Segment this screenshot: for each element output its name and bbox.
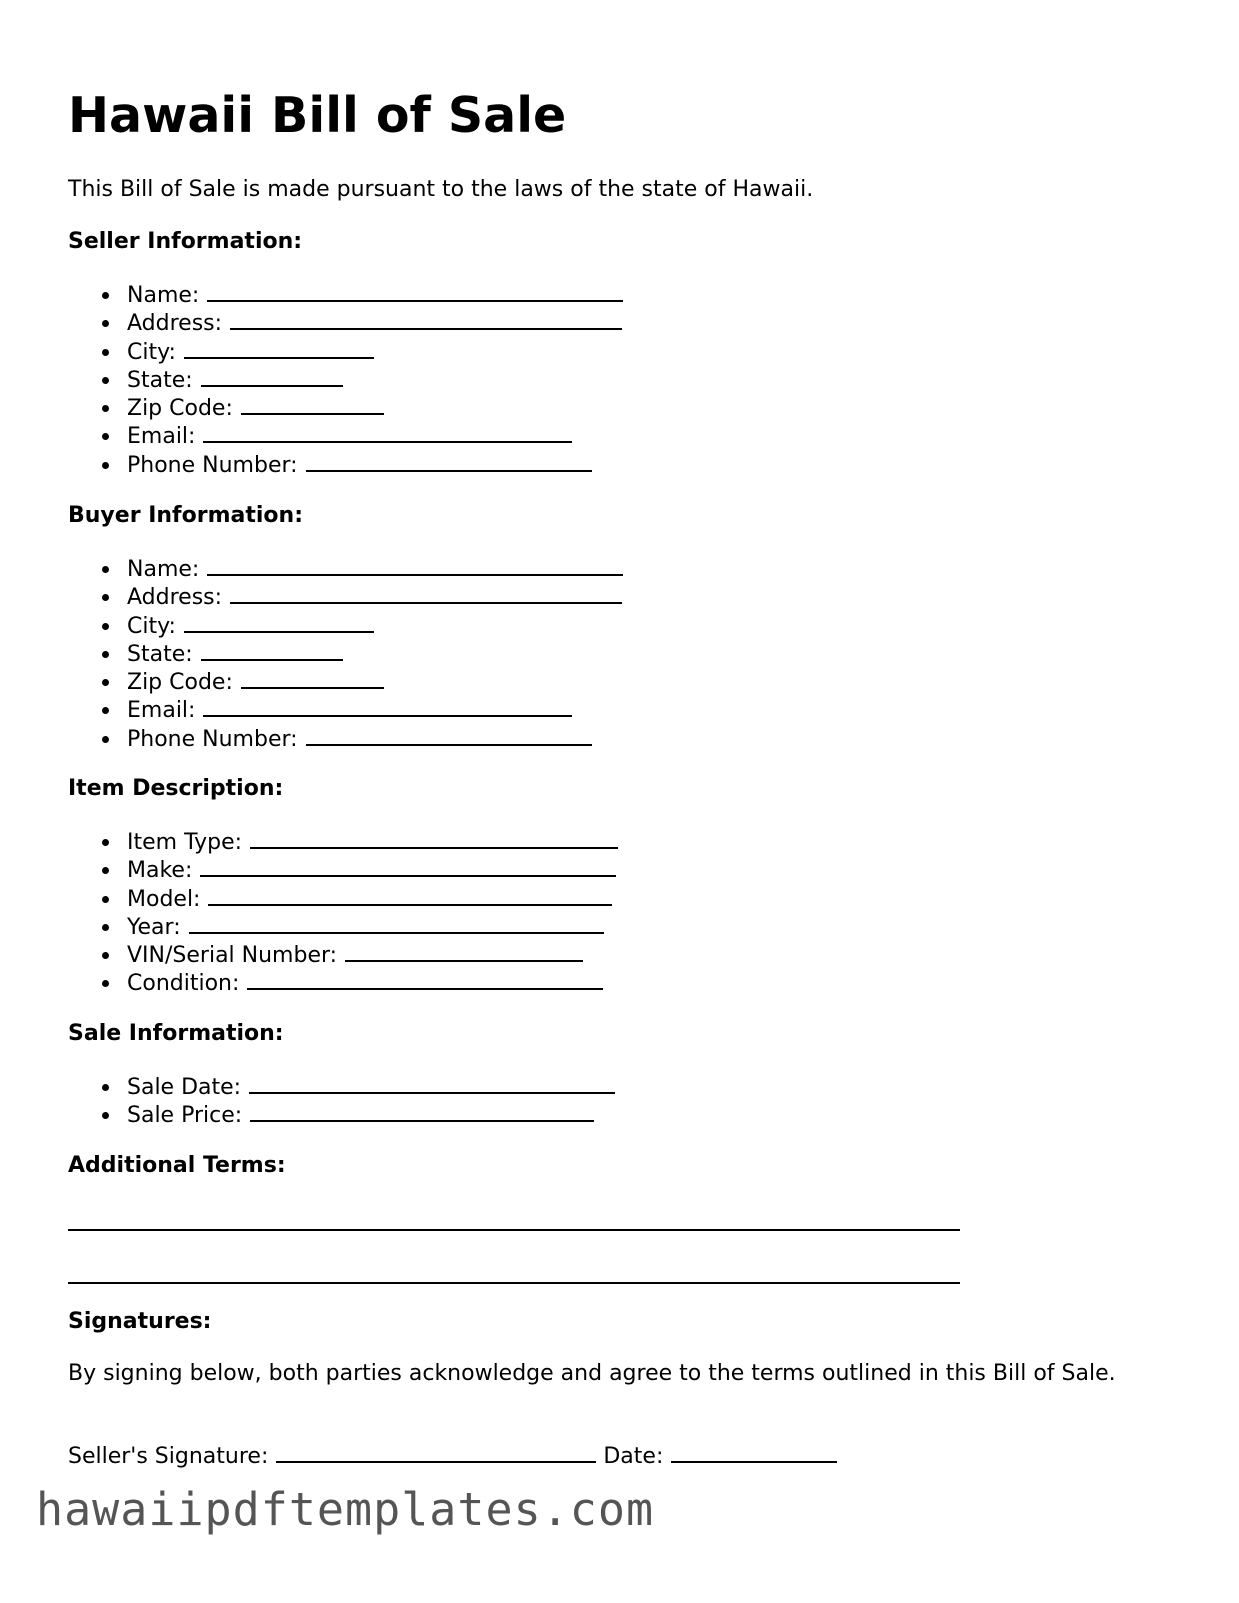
item-model-field <box>68 884 618 912</box>
seller-address-field <box>68 308 623 336</box>
signature-date-label: Date: <box>603 1444 664 1469</box>
item-vin-blank[interactable] <box>345 940 583 962</box>
field-label: City: <box>127 613 176 639</box>
document-title: Hawaii Bill of Sale <box>68 87 567 144</box>
buyer-state-field <box>68 639 623 667</box>
field-label: Address: <box>127 585 223 611</box>
signatures-section-heading: Signatures: <box>68 1309 212 1334</box>
field-label: Make: <box>127 858 193 884</box>
buyer-address-field <box>68 582 623 610</box>
buyer-email-field <box>68 695 623 723</box>
seller-name-blank[interactable] <box>207 280 623 302</box>
seller-email-field <box>68 421 623 449</box>
sale-price-field <box>68 1100 615 1128</box>
seller-state-field <box>68 365 623 393</box>
seller-state-blank[interactable] <box>201 365 343 387</box>
seller-field-list <box>68 280 623 478</box>
buyer-name-blank[interactable] <box>207 554 623 576</box>
seller-signature-blank[interactable] <box>276 1441 596 1463</box>
seller-address-blank[interactable] <box>230 308 622 330</box>
field-label: State: <box>127 641 193 667</box>
intro-paragraph: This Bill of Sale is made pursuant to the laws of the state of Hawaii. <box>68 177 814 202</box>
field-label: Address: <box>127 311 223 337</box>
item-year-field <box>68 912 618 940</box>
sale-date-field <box>68 1072 615 1100</box>
item-make-blank[interactable] <box>200 855 616 877</box>
signature-date-blank[interactable] <box>671 1441 837 1463</box>
field-label: State: <box>127 367 193 393</box>
seller-name-field <box>68 280 623 308</box>
field-label: Zip Code: <box>127 396 233 422</box>
item-section-heading: Item Description: <box>68 776 284 801</box>
item-model-blank[interactable] <box>208 884 612 906</box>
terms-section-heading: Additional Terms: <box>68 1153 286 1178</box>
seller-city-field <box>68 337 623 365</box>
sale-price-blank[interactable] <box>250 1100 594 1122</box>
sale-date-blank[interactable] <box>249 1072 615 1094</box>
item-vin-field <box>68 940 618 968</box>
seller-zip-blank[interactable] <box>241 393 384 415</box>
field-label: Email: <box>127 698 196 724</box>
signature-statement: By signing below, both parties acknowledge and agree to the terms outlined in this Bill of Sale. <box>68 1361 1116 1386</box>
item-type-field <box>68 827 618 855</box>
field-label: Name: <box>127 557 200 582</box>
seller-email-blank[interactable] <box>203 421 572 443</box>
buyer-city-blank[interactable] <box>184 611 374 633</box>
field-label: Condition: <box>127 971 240 997</box>
field-label: Year: <box>127 914 181 940</box>
field-label: Item Type: <box>127 830 243 855</box>
sale-section-heading: Sale Information: <box>68 1021 284 1046</box>
seller-signature-row <box>68 1441 837 1471</box>
buyer-phone-blank[interactable] <box>306 724 592 746</box>
seller-zip-field <box>68 393 623 421</box>
buyer-name-field <box>68 554 623 582</box>
field-label: Phone Number: <box>127 452 298 478</box>
field-label: Sale Date: <box>127 1075 242 1100</box>
buyer-address-blank[interactable] <box>230 582 622 604</box>
buyer-email-blank[interactable] <box>203 695 572 717</box>
terms-blank-line-1[interactable] <box>68 1229 960 1231</box>
field-label: Phone Number: <box>127 726 298 752</box>
field-label: Name: <box>127 283 200 308</box>
seller-section-heading: Seller Information: <box>68 229 303 254</box>
buyer-section-heading: Buyer Information: <box>68 503 303 528</box>
field-label: Zip Code: <box>127 670 233 696</box>
item-type-blank[interactable] <box>250 827 618 849</box>
item-condition-field <box>68 968 618 996</box>
field-label: VIN/Serial Number: <box>127 943 338 969</box>
item-field-list <box>68 827 618 997</box>
buyer-phone-field <box>68 724 623 752</box>
buyer-field-list <box>68 554 623 752</box>
seller-signature-label: Seller's Signature: <box>68 1444 269 1469</box>
buyer-state-blank[interactable] <box>201 639 343 661</box>
buyer-zip-field <box>68 667 623 695</box>
buyer-city-field <box>68 611 623 639</box>
item-make-field <box>68 855 618 883</box>
seller-phone-field <box>68 450 623 478</box>
sale-field-list <box>68 1072 615 1129</box>
seller-city-blank[interactable] <box>184 337 374 359</box>
item-year-blank[interactable] <box>189 912 604 934</box>
field-label: Sale Price: <box>127 1103 243 1129</box>
field-label: City: <box>127 339 176 365</box>
seller-phone-blank[interactable] <box>306 450 592 472</box>
item-condition-blank[interactable] <box>247 968 603 990</box>
field-label: Email: <box>127 424 196 450</box>
watermark: hawaiipdftemplates.com <box>36 1483 655 1536</box>
buyer-zip-blank[interactable] <box>241 667 384 689</box>
field-label: Model: <box>127 886 201 912</box>
terms-blank-line-2[interactable] <box>68 1282 960 1284</box>
